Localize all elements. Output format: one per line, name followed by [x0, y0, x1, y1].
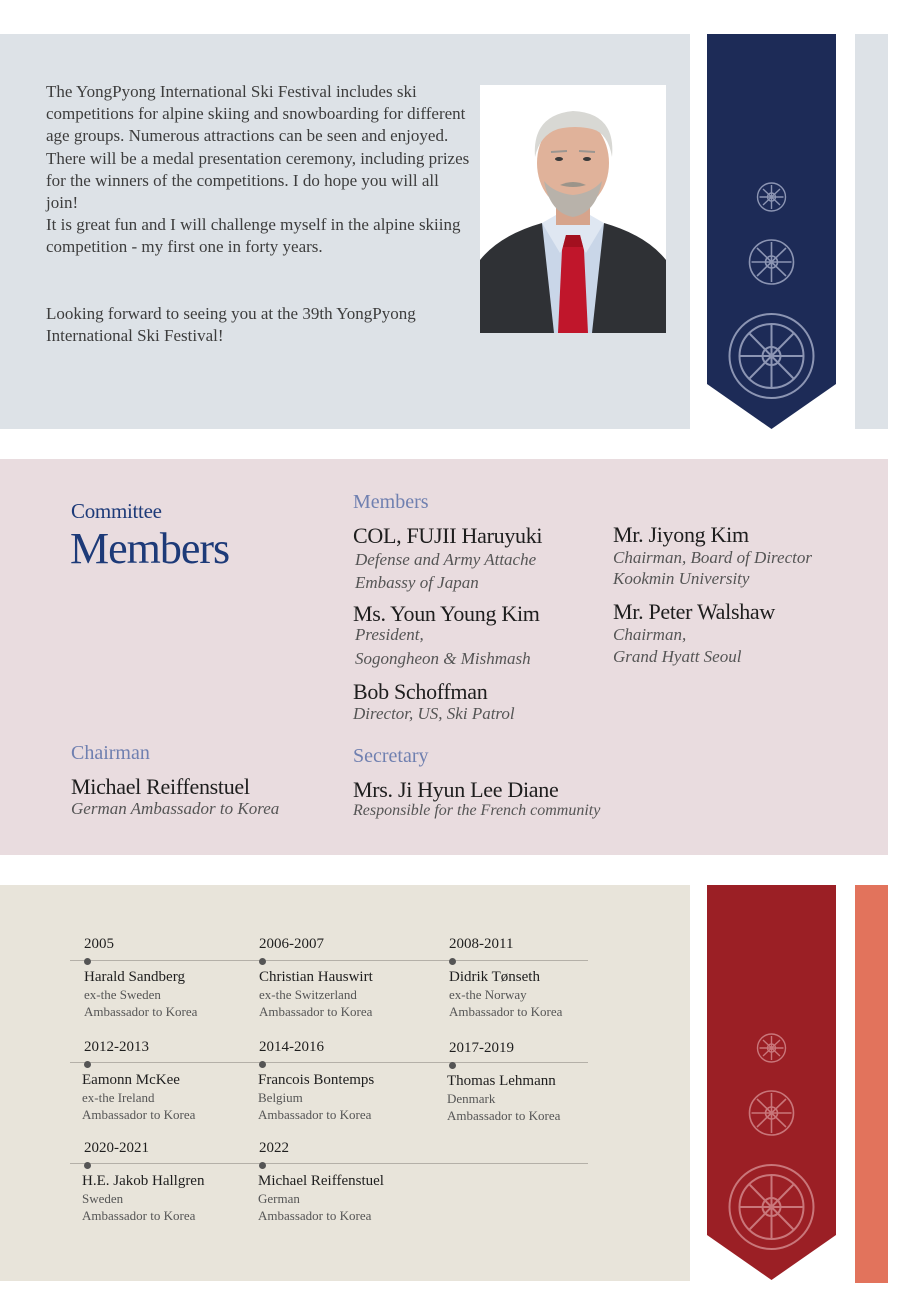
- flower-medallion-icon: [758, 183, 786, 211]
- intro-paragraph-3: It is great fun and I will challenge myself in the alpine skiing competition - my first one in forty years.: [46, 215, 461, 257]
- member-role: Chairman, Board of Director: [613, 548, 812, 567]
- timeline-name: Christian Hauswirt: [259, 969, 373, 985]
- flower-medallion-icon: [730, 314, 814, 398]
- committee-section: [0, 459, 888, 855]
- member-name: Mr. Peter Walshaw: [613, 599, 775, 624]
- timeline-role: Belgium: [258, 1090, 303, 1105]
- timeline-entry: [259, 1140, 384, 1224]
- timeline-name: Thomas Lehmann: [447, 1073, 556, 1089]
- timeline-year: 2008-2011: [449, 936, 514, 952]
- timeline-role: ex-the Switzerland: [259, 987, 357, 1002]
- flower-medallion-icon: [758, 1034, 786, 1062]
- member-role: Sogongheon & Mishmash: [355, 649, 531, 668]
- timeline-role: Ambassador to Korea: [258, 1107, 372, 1122]
- timeline-role: Sweden: [82, 1191, 124, 1206]
- flower-medallion-icon: [730, 1165, 814, 1249]
- timeline-dot: [259, 958, 266, 965]
- member-role: Chairman,: [613, 625, 687, 644]
- timeline-role: Ambassador to Korea: [82, 1208, 196, 1223]
- timeline-year: 2006-2007: [259, 936, 324, 952]
- timeline-dot: [84, 1061, 91, 1068]
- secretary-name: Mrs. Ji Hyun Lee Diane: [353, 777, 559, 802]
- timeline-year: 2005: [84, 936, 114, 952]
- timeline-dot: [84, 1162, 91, 1169]
- timeline-role: ex-the Norway: [449, 987, 527, 1002]
- chairman-name: Michael Reiffenstuel: [71, 774, 250, 799]
- secretary-label: Secretary: [353, 745, 429, 767]
- timeline-entry: [259, 936, 373, 1020]
- portrait-photo: [480, 85, 666, 333]
- member-name: COL, FUJII Haruyuki: [353, 523, 543, 548]
- member-name: Mr. Jiyong Kim: [613, 522, 749, 547]
- timeline-role: German: [258, 1191, 300, 1206]
- member-role: Kookmin University: [613, 569, 750, 588]
- timeline-role: Ambassador to Korea: [258, 1208, 372, 1223]
- timeline-name: Didrik Tønseth: [449, 969, 540, 985]
- timeline-name: Eamonn McKee: [82, 1072, 180, 1088]
- grey-stripe: [855, 34, 888, 429]
- member-role: Defense and Army Attache: [355, 550, 537, 569]
- timeline-dot: [259, 1162, 266, 1169]
- intro-paragraph-1: The YongPyong International Ski Festival includes ski competitions for alpine skiing and snowboarding for different age groups. Numerous attractions can be seen and enjoyed.: [46, 82, 466, 146]
- timeline-entry: [449, 936, 562, 1020]
- member-role: Grand Hyatt Seoul: [613, 647, 742, 666]
- timeline-entry: [259, 1039, 374, 1123]
- flower-medallion-icon: [750, 240, 794, 284]
- timeline-year: 2017-2019: [449, 1040, 514, 1056]
- member-name: Bob Schoffman: [353, 679, 488, 704]
- timeline-year: 2022: [259, 1140, 289, 1156]
- timeline-entry: [449, 1040, 560, 1124]
- timeline-dot: [259, 1061, 266, 1068]
- timeline-role: Ambassador to Korea: [447, 1108, 561, 1123]
- timeline-entry: [84, 1140, 204, 1224]
- timeline-name: H.E. Jakob Hallgren: [82, 1173, 205, 1189]
- timeline-name: Francois Bontemps: [258, 1072, 375, 1088]
- member-name: Ms. Youn Young Kim: [353, 601, 540, 626]
- timeline-dot: [84, 958, 91, 965]
- timeline-role: Ambassador to Korea: [84, 1004, 198, 1019]
- timeline-year: 2020-2021: [84, 1140, 149, 1156]
- timeline-role: ex-the Sweden: [84, 987, 161, 1002]
- secretary-role: Responsible for the French community: [353, 802, 601, 819]
- intro-text: [46, 81, 471, 347]
- member-role: Director, US, Ski Patrol: [353, 704, 515, 723]
- timeline-entry: [84, 936, 197, 1020]
- member-role: President,: [355, 625, 424, 644]
- navy-banner: [707, 34, 836, 429]
- intro-section: [0, 34, 690, 429]
- timeline-role: Ambassador to Korea: [82, 1107, 196, 1122]
- timeline-role: ex-the Ireland: [82, 1090, 155, 1105]
- timeline-name: Michael Reiffenstuel: [258, 1173, 384, 1189]
- members-label: Members: [353, 491, 429, 513]
- chairman-label: Chairman: [71, 742, 150, 764]
- members-heading: Members: [70, 524, 230, 573]
- intro-paragraph-2: There will be a medal presentation ceremony, including prizes for the winners of the competitions. I do hope you will all join!: [46, 148, 470, 213]
- timeline-year: 2012-2013: [84, 1039, 149, 1055]
- orange-stripe: [855, 885, 888, 1283]
- timeline-dot: [449, 1062, 456, 1069]
- timeline-year: 2014-2016: [259, 1039, 324, 1055]
- committee-label: Committee: [71, 499, 162, 523]
- flower-medallion-icon: [750, 1091, 794, 1135]
- member-role: Embassy of Japan: [355, 573, 479, 592]
- intro-closing: Looking forward to seeing you at the 39th YongPyong International Ski Festival!: [46, 303, 416, 345]
- history-section: [0, 885, 690, 1281]
- timeline-name: Harald Sandberg: [84, 969, 185, 985]
- timeline-role: Ambassador to Korea: [449, 1004, 563, 1019]
- red-banner: [707, 885, 836, 1280]
- timeline-role: Ambassador to Korea: [259, 1004, 373, 1019]
- timeline-dot: [449, 958, 456, 965]
- timeline-entry: [84, 1039, 195, 1123]
- chairman-role: German Ambassador to Korea: [71, 799, 280, 818]
- timeline-role: Denmark: [447, 1091, 496, 1106]
